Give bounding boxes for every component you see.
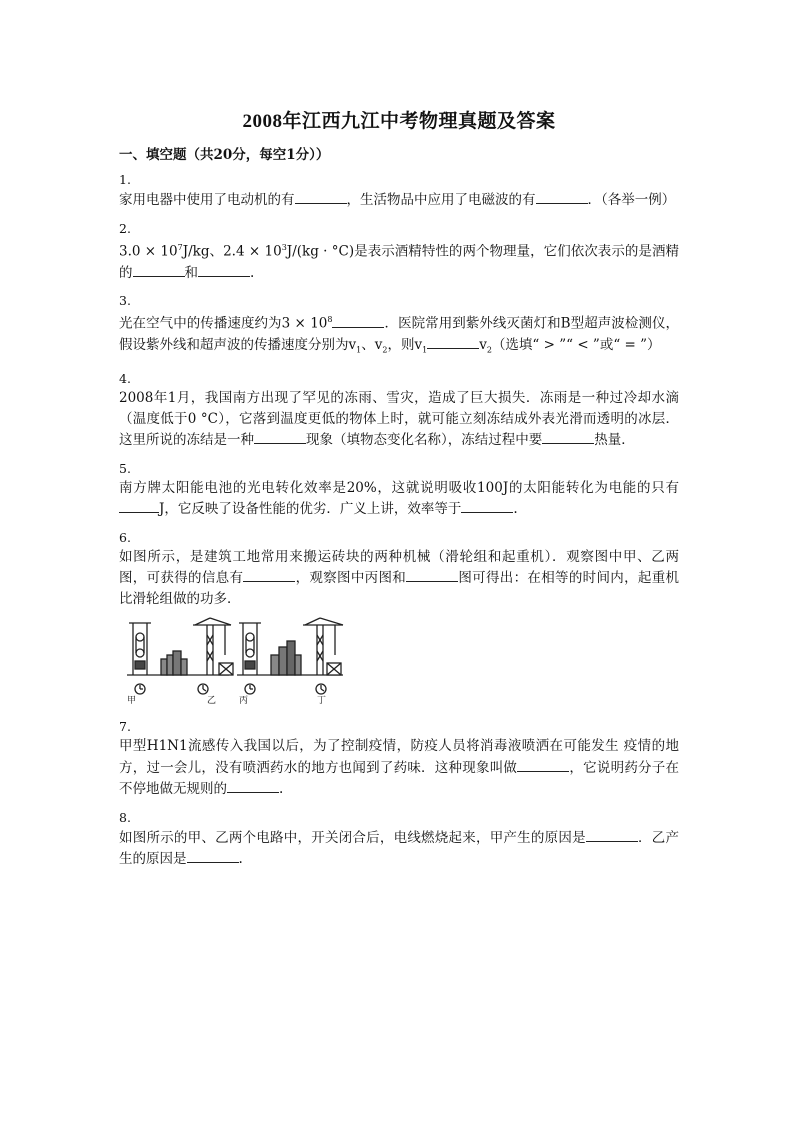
question-6 [119,529,679,710]
question-number: 4. [119,371,131,387]
question-8 [119,809,679,870]
question-text: 甲型H1N1流感传入我国以后，为了控制疫情，防疫人员将消毒液喷洒在可能发生 疫情的地方，过一会儿，没有喷洒药水的地方也闻到了药味．这种现象叫做 ，它说明药分子在不停地做无规则的 . [119,738,680,798]
section-heading: 一、填空题（共20分，每空1分）） [119,147,330,163]
answer-blank[interactable] [198,262,250,277]
figure-label: 丙 [239,696,249,706]
question-2 [119,220,679,284]
answer-blank[interactable] [536,189,588,204]
figure-label: 丁 [317,696,327,706]
question-text: 家用电器中使用了电动机的有 ，生活物品中应用了电磁波的有 ．（各举一例） [119,189,679,211]
question-number: 3. [119,293,131,308]
question-number: 8. [119,809,131,825]
question-text: 2008年1月，我国南方出现了罕见的冻雨、雪灾，造成了巨大损失．冻雨是一种过冷却水滴（温度低于0 °C），它落到温度更低的物体上时，就可能立刻冻结成外表光滑而透明的冰层．这里所说的冻结是一种 现象（填物态变化名称），冻结过程中要 热量． [119,390,679,449]
question-number: 6. [119,529,131,545]
question-number: 5. [119,460,131,476]
answer-blank[interactable] [227,778,279,793]
answer-blank[interactable] [187,848,239,863]
answer-blank[interactable] [243,567,295,582]
question-text: 光在空气中的传播速度约为$3 \times 10^8$ ．医院常用到紫外线灭菌灯和B型超声波检测仪，假设紫外线和超声波的传播速度分别为$v_1$、$v_2$，则$v_1$ $v_2$（选填“ > ”“ < ”或“ = ”） [119,310,679,361]
page-title: 2008年江西九江中考物理真题及答案 [242,111,556,132]
question-text: 南方牌太阳能电池的光电转化效率是20%，这就说明吸收100J的太阳能转化为电能的只有J，它反映了设备性能的优劣．广义上讲，效率等于 . [119,479,679,518]
answer-blank[interactable] [295,189,347,204]
answer-blank[interactable] [586,827,638,842]
answer-blank[interactable] [119,498,159,513]
question-7 [119,718,679,800]
question-text: 如图所示的甲、乙两个电路中，开关闭合后，电线燃烧起来，甲产生的原因是 ．乙产生的原因是 . [119,827,679,870]
answer-blank[interactable] [542,429,594,444]
figure-label: 乙 [207,696,217,706]
answer-blank[interactable] [133,262,185,277]
question-3 [119,292,679,361]
answer-blank[interactable] [406,567,458,582]
document-page [119,100,679,879]
answer-blank[interactable] [427,334,479,349]
question-1 [119,171,679,211]
machines-figure [121,615,679,709]
answer-blank[interactable] [332,313,384,328]
figure-label: 甲 [127,696,137,706]
pulley-crane-diagram [121,615,347,705]
answer-blank[interactable] [461,498,513,513]
answer-blank[interactable] [517,757,569,772]
question-number: 7. [119,719,131,735]
question-text: 如图所示，是建筑工地常用来搬运砖块的两种机械（滑轮组和起重机）．观察图中甲、乙两图，可获得的信息有 ，观察图中丙图和 图可得出：在相等的时间内，起重机比滑轮组做的功多． [119,548,680,607]
question-text: $3.0 \times 10^7J/kg$、$2.4 \times 10^3J/(kg \cdot ^\circ C)$是表示酒精特性的两个物理量，它们依次表示的是酒精的 和 . [119,242,679,281]
question-5 [119,460,679,520]
question-number: 2. [119,220,131,236]
question-number: 1. [119,172,131,187]
question-4 [119,370,679,451]
answer-blank[interactable] [254,429,306,444]
